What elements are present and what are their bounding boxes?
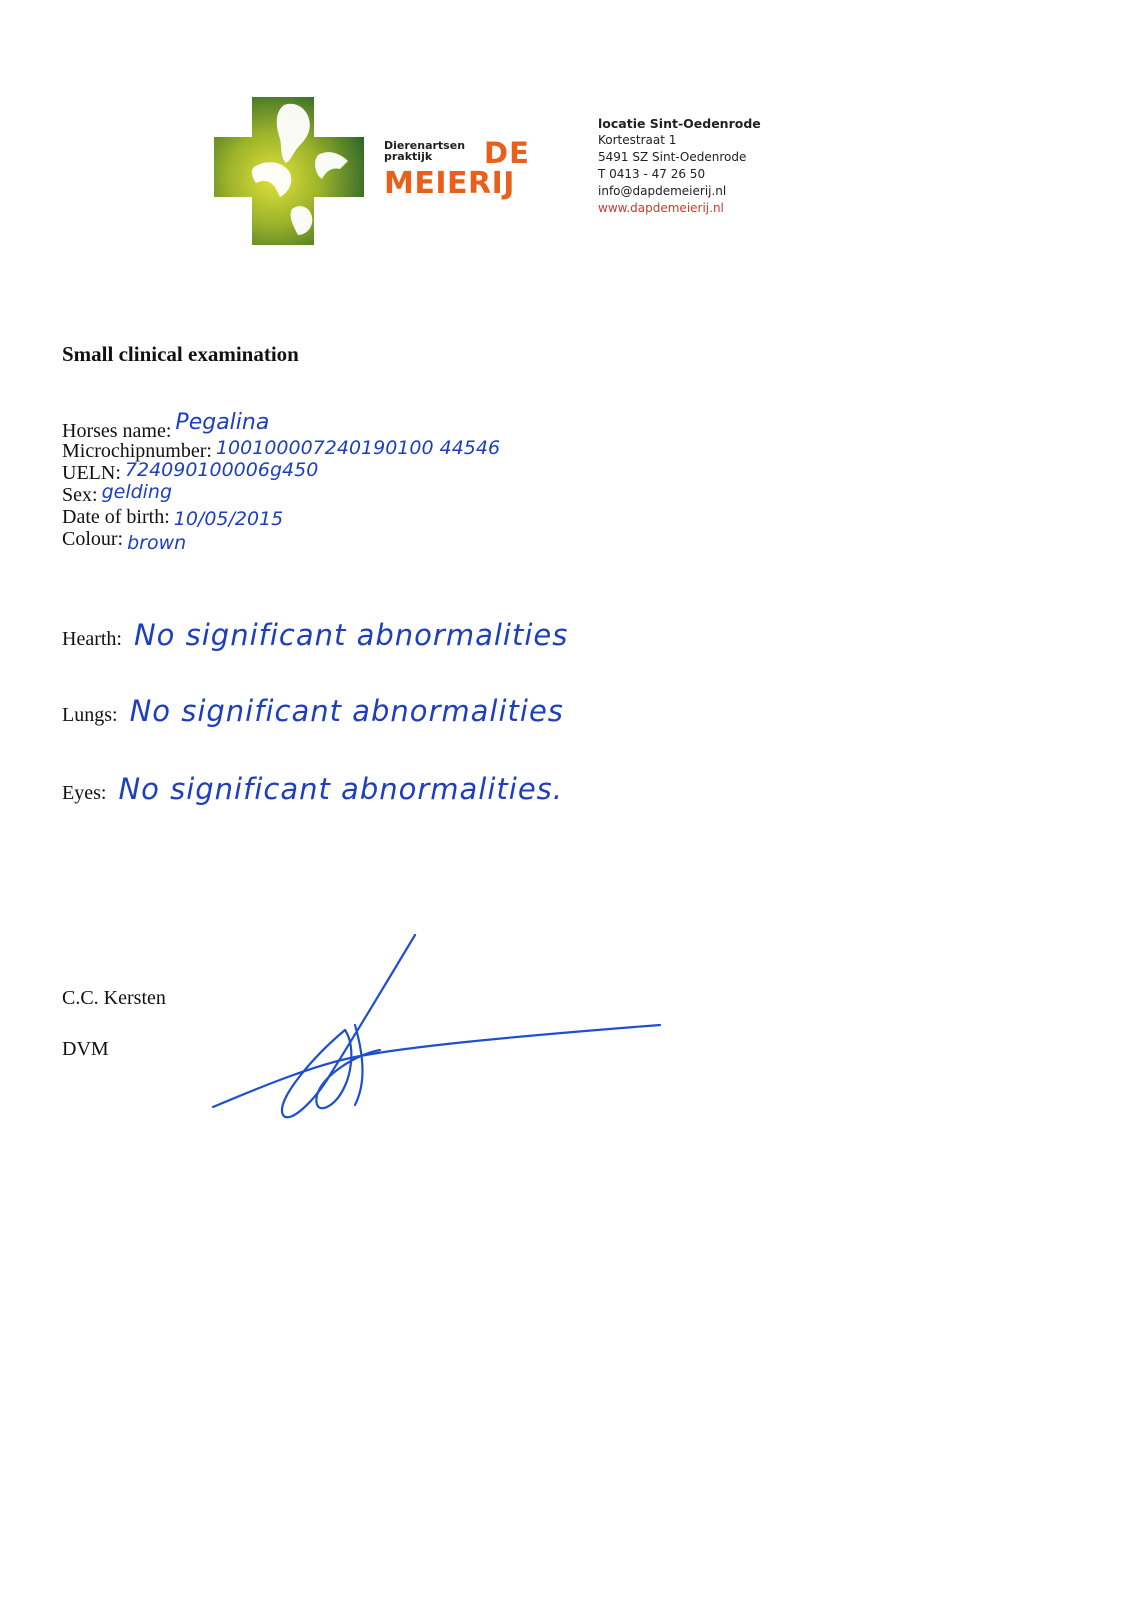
exam-label: Lungs:: [62, 704, 118, 726]
address-street: Kortestraat 1: [598, 133, 677, 147]
address-email: info@dapdemeierij.nl: [598, 184, 727, 198]
exam-finding: No significant abnormalities: [133, 618, 569, 652]
signer-name: C.C. Kersten: [62, 987, 166, 1009]
logo-line-1: Dierenartsen: [384, 139, 466, 152]
field-label: Date of birth:: [62, 506, 170, 528]
field-value: 724090100006g450: [124, 459, 319, 481]
field-sex: [62, 481, 500, 506]
address-website: www.dapdemeierij.nl: [598, 201, 724, 215]
field-value: brown: [127, 532, 187, 554]
clinic-logo-icon: [214, 97, 364, 245]
clinic-logo-wordmark: [384, 138, 544, 208]
field-label: Microchipnumber:: [62, 440, 212, 462]
field-colour: [62, 528, 500, 554]
address-city: 5491 SZ Sint-Oedenrode: [598, 150, 747, 164]
exam-label: Eyes:: [62, 782, 107, 804]
document-title: Small clinical examination: [62, 342, 299, 366]
exam-finding: No significant abnormalities: [129, 694, 564, 728]
logo-brand-meierij: MEIERIJ: [384, 166, 515, 201]
address-location: locatie Sint-Oedenrode: [598, 116, 761, 131]
field-value: 100100007240190100 44546: [215, 437, 501, 459]
exam-label: Hearth:: [62, 628, 122, 650]
exam-finding: No significant abnormalities.: [118, 772, 564, 806]
field-label: Horses name:: [62, 420, 172, 442]
field-date-of-birth: [62, 506, 500, 528]
field-label: UELN:: [62, 462, 121, 484]
field-value: gelding: [101, 481, 173, 503]
signer-title: DVM: [62, 1038, 109, 1060]
handwritten-signature: [205, 925, 675, 1125]
exam-eyes: [62, 772, 563, 806]
field-label: Colour:: [62, 528, 124, 550]
address-phone: T 0413 - 47 26 50: [598, 167, 706, 181]
logo-brand-de: DE: [484, 136, 530, 170]
horse-details: [62, 410, 501, 554]
clinic-address: [598, 115, 761, 217]
logo-line-2: praktijk: [384, 150, 433, 163]
field-label: Sex:: [62, 484, 98, 506]
field-value: Pegalina: [175, 410, 270, 435]
field-value: 10/05/2015: [173, 508, 284, 530]
exam-hearth: [62, 618, 568, 652]
exam-lungs: [62, 694, 564, 728]
